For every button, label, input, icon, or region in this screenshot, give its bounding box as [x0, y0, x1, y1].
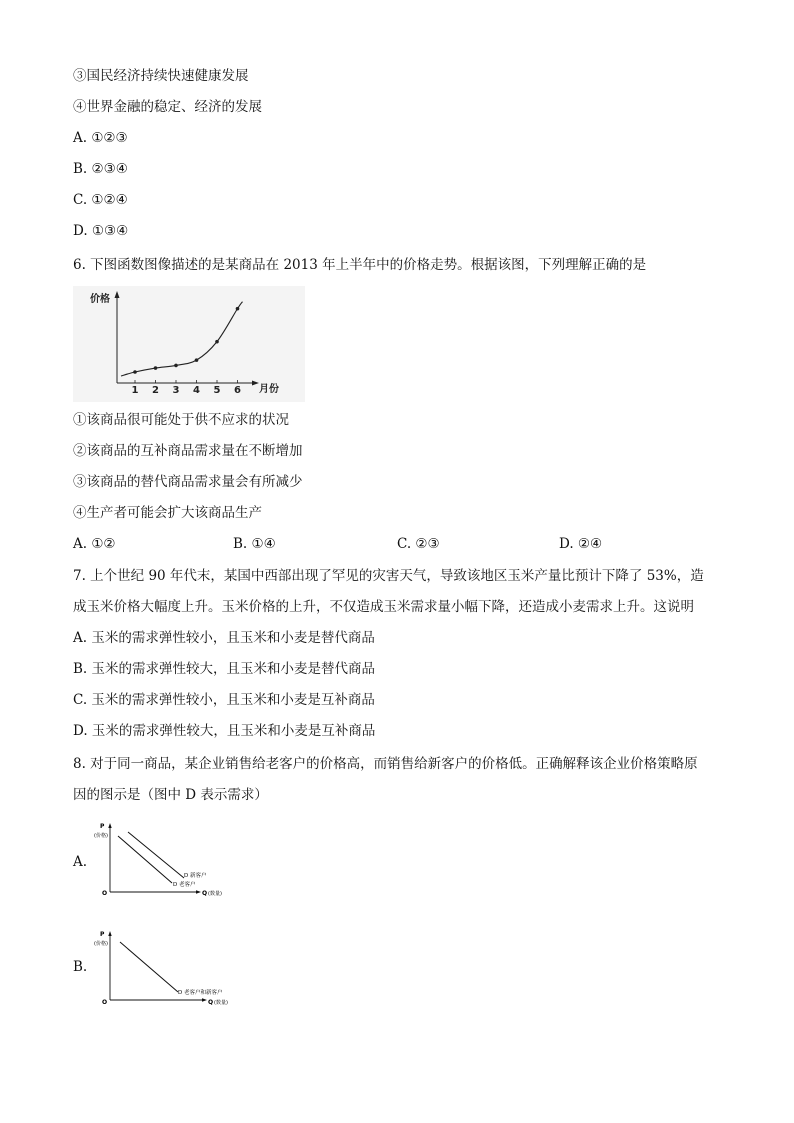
q6-price-chart [73, 286, 305, 402]
chart-data-point [215, 340, 219, 344]
q5-option-c[interactable]: C. ①②④ [73, 192, 128, 208]
chart-data-point [174, 364, 178, 368]
q8-figure-a [92, 820, 242, 900]
fig-b-q-label: Q [208, 999, 214, 1006]
fig-a-p-label: P [100, 823, 105, 830]
fig-a-x-arrow [196, 890, 201, 893]
q6-option-a[interactable]: A. ①② [73, 536, 116, 552]
q6-option-d[interactable]: D. ②④ [559, 536, 603, 552]
fig-a-origin: O [102, 890, 108, 897]
chart-data-point [195, 358, 199, 362]
fig-a-y-arrow [108, 823, 111, 828]
q6-option-c[interactable]: C. ②③ [397, 536, 440, 552]
q7-option-b[interactable]: B. 玉米的需求弹性较大，且玉米和小麦是替代商品 [73, 661, 376, 677]
fig-a-p-unit: (价格) [94, 833, 108, 839]
q8-stem-line-2: 因的图示是（图中 D 表示需求） [73, 787, 268, 803]
fig-b-origin: O [102, 999, 108, 1006]
fig-b-x-arrow [202, 998, 207, 1001]
fig-a-label-old: D 老客户 [173, 882, 196, 888]
fig-b-label: D 老客户和新客户 [178, 990, 223, 996]
q5-item-3: ③国民经济持续快速健康发展 [73, 68, 249, 84]
q6-item-2: ②该商品的互补商品需求量在不断增加 [73, 443, 303, 459]
fig-a-q-label: Q [202, 890, 208, 897]
chart-data-point [236, 307, 240, 311]
chart-x-tick-label: 4 [193, 385, 200, 396]
fig-b-p-unit: (价格) [94, 941, 108, 947]
fig-a-label-new: D 新客户 [184, 873, 207, 879]
q5-item-4: ④世界金融的稳定、经济的发展 [73, 99, 262, 115]
fig-b-y-arrow [108, 931, 111, 936]
q8-option-b[interactable]: B. [73, 959, 88, 975]
chart-data-point [154, 366, 158, 370]
chart-x-label: 月份 [259, 384, 279, 395]
chart-x-tick-label: 2 [152, 385, 159, 396]
fig-a-q-unit: (数量) [208, 891, 222, 897]
q5-option-a[interactable]: A. ①②③ [73, 130, 128, 146]
q7-option-d[interactable]: D. 玉米的需求弹性较大，且玉米和小麦是互补商品 [73, 723, 376, 739]
q8-stem-line-1: 8. 对于同一商品，某企业销售给老客户的价格高，而销售给新客户的价格低。正确解释该企业价格策略原 [73, 756, 698, 772]
q5-option-d[interactable]: D. ①③④ [73, 223, 129, 239]
q7-stem-line-2: 成玉米价格大幅度上升。玉米价格的上升，不仅造成玉米需求量小幅下降，还造成小麦需求上升。这说明 [73, 599, 694, 615]
q6-item-4: ④生产者可能会扩大该商品生产 [73, 505, 262, 521]
chart-y-label: 价格 [90, 294, 110, 305]
fig-b-q-unit: (数量) [214, 1000, 228, 1006]
chart-x-tick-label: 6 [234, 385, 241, 396]
fig-b-demand [120, 942, 178, 992]
q6-stem: 6. 下图函数图像描述的是某商品在 2013 年上半年中的价格走势。根据该图，下列理解正确的是 [73, 257, 647, 273]
q7-option-c[interactable]: C. 玉米的需求弹性较小，且玉米和小麦是互补商品 [73, 692, 375, 708]
q5-option-b[interactable]: B. ②③④ [73, 161, 128, 177]
q6-option-b[interactable]: B. ①④ [233, 536, 276, 552]
chart-x-tick-label: 5 [213, 385, 221, 396]
q7-stem-line-1: 7. 上个世纪 90 年代末，某国中西部出现了罕见的灾害天气，导致该地区玉米产量比预计下降了 53%，造 [73, 568, 704, 584]
chart-x-tick-label: 1 [131, 385, 139, 396]
fig-a-demand-new [128, 832, 184, 878]
chart-x-tick-label: 3 [172, 385, 180, 396]
chart-data-point [133, 370, 137, 374]
q6-item-3: ③该商品的替代商品需求量会有所减少 [73, 474, 303, 490]
q8-option-a[interactable]: A. [73, 854, 88, 870]
fig-a-demand-old [118, 836, 172, 883]
q8-figure-b [92, 928, 242, 1010]
fig-b-p-label: P [100, 931, 105, 938]
q7-option-a[interactable]: A. 玉米的需求弹性较小，且玉米和小麦是替代商品 [73, 630, 375, 646]
q6-item-1: ①该商品很可能处于供不应求的状况 [73, 412, 289, 428]
